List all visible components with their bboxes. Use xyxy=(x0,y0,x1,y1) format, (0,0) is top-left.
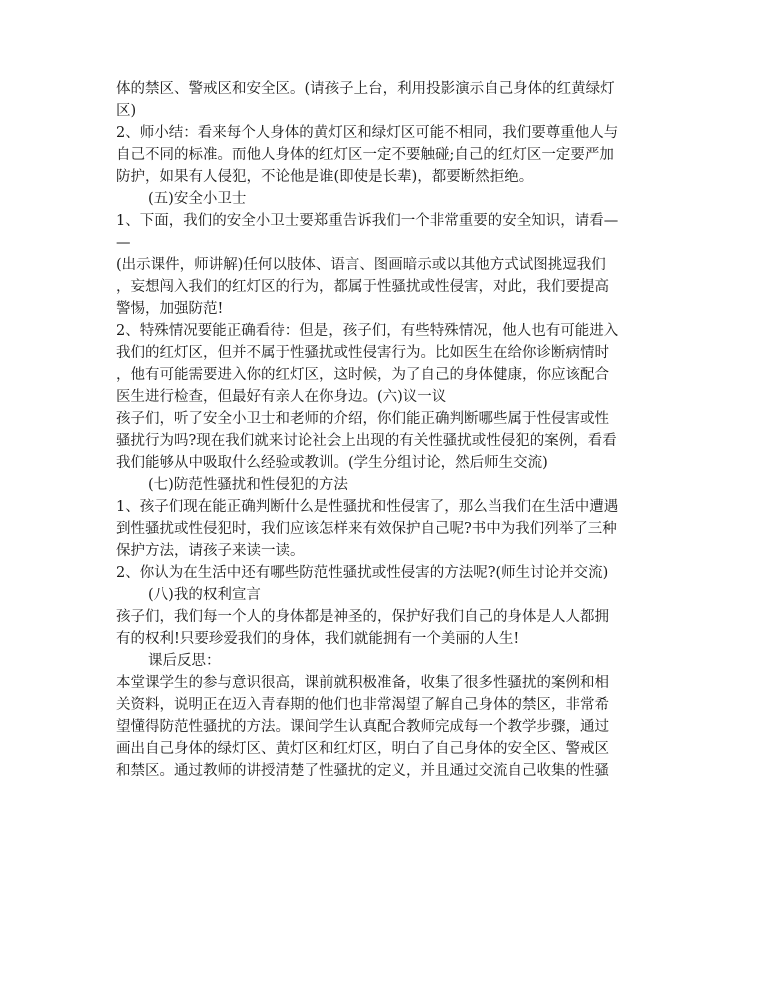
paragraph-zones-demo: 体的禁区、警戒区和安全区。(请孩子上台，利用投影演示自己身体的红黄绿灯 区) xyxy=(116,81,615,119)
paragraph-teacher-summary: 2、师小结：看来每个人身体的黄灯区和绿灯区可能不相同，我们要尊重他人与 自己不同的标准。而他人身体的红灯区一定不要触碰;自己的红灯区一定要严加 防护，如果有人侵犯，不论他是谁(即使是长辈)，都要断然拒绝。 xyxy=(116,125,619,185)
section-heading-5: (五)安全小卫士 xyxy=(148,191,247,207)
document-body xyxy=(116,78,658,782)
paragraph-reflection: 本堂课学生的参与意识很高，课前就积极准备，收集了很多性骚扰的案例和相 关资料，说明正在迈入青春期的他们也非常渴望了解自己身体的禁区，非常希 望懂得防范性骚扰的方法。课间学生认真配合教师完成每一个教学步骤，通过 画出自己身体的绿灯区、黄灯区和红灯区，明白了自己身体的安全区、警戒区 和禁区。通过教师的讲授清楚了性骚扰的定义，并且通过交流自己收集的性骚 xyxy=(116,675,609,779)
section-heading-7: (七)防范性骚扰和性侵犯的方法 xyxy=(148,477,348,493)
section-heading-8: (八)我的权利宣言 xyxy=(148,587,261,603)
paragraph-rights-declaration: 孩子们，我们每一个人的身体都是神圣的，保护好我们自己的身体是人人都拥 有的权利!只要珍爱我们的身体，我们就能拥有一个美丽的人生! xyxy=(116,609,609,647)
paragraph-discussion: 2、你认为在生活中还有哪些防范性骚扰或性侵害的方法呢?(师生讨论并交流) xyxy=(116,565,609,581)
paragraph-protection-methods: 1、孩子们现在能正确判断什么是性骚扰和性侵害了，那么当我们在生活中遭遇 到性骚扰或性侵犯时，我们应该怎样来有效保护自己呢?书中为我们列举了三种 保护方法，请孩子来读一读。 xyxy=(116,499,619,559)
paragraph-courseware: (出示课件，师讲解)任何以肢体、语言、图画暗示或以其他方式试图挑逗我们 ，妄想闯入我们的红灯区的行为，都属于性骚扰或性侵害，对此，我们要提高 警惕，加强防范! xyxy=(116,257,609,317)
paragraph-safety-knowledge: 1、下面，我们的安全小卫士要郑重告诉我们一个非常重要的安全知识，请看— — xyxy=(116,213,619,251)
paragraph-special-cases: 2、特殊情况要能正确看待：但是，孩子们，有些特殊情况，他人也有可能进入 我们的红灯区，但并不属于性骚扰或性侵害行为。比如医生在给你诊断病情时 ，他有可能需要进入你的红灯区，这时候，为了自己的身体健康，你应该配合 医生进行检查，但最好有亲人在你身边。(六)议一议 孩子们，听了安全小卫士和老师的介绍，你们能正确判断哪些属于性侵害或性 骚扰行为吗?现在我们就来讨论社会上出现的有关性骚扰或性侵犯的案例，看看 我们能够从中吸取什么经验或教训。(学生分组讨论，然后师生交流) xyxy=(116,323,619,471)
reflection-heading: 课后反思： xyxy=(148,653,221,669)
